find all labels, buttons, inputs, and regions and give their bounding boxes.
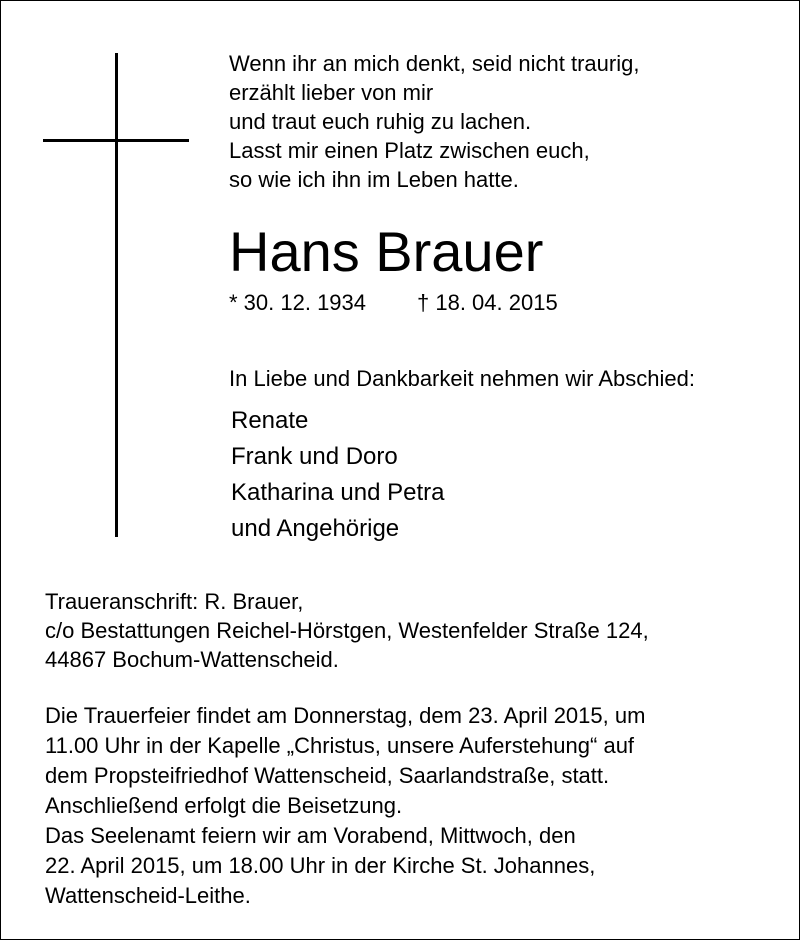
mourning-address (45, 587, 649, 674)
cross-icon-crossbar (43, 139, 189, 142)
requiem-line: 22. April 2015, um 18.00 Uhr in der Kirche St. Johannes, (45, 853, 596, 878)
service-line: dem Propsteifriedhof Wattenscheid, Saarlandstraße, statt. (45, 763, 610, 788)
service-line: Die Trauerfeier findet am Donnerstag, dem 23. April 2015, um (45, 703, 646, 728)
mourners-list (231, 403, 444, 547)
funeral-service-info (45, 701, 645, 821)
service-line: Anschließend erfolgt die Beisetzung. (45, 793, 403, 818)
mourner-name: Katharina und Petra (231, 479, 445, 506)
memorial-poem (229, 49, 789, 194)
deceased-name: Hans Brauer (229, 220, 544, 283)
life-dates (229, 289, 558, 317)
birth-date: * 30. 12. 1934 (229, 290, 367, 315)
poem-line: Wenn ihr an mich denkt, seid nicht traurig, (229, 51, 640, 76)
requiem-mass-info (45, 821, 595, 911)
mourner-name: Renate (231, 407, 309, 434)
poem-line: so wie ich ihn im Leben hatte. (229, 167, 519, 192)
requiem-line: Das Seelenamt feiern wir am Vorabend, Mittwoch, den (45, 823, 576, 848)
mourner-name: und Angehörige (231, 515, 400, 542)
poem-line: erzählt lieber von mir (229, 80, 434, 105)
service-line: 11.00 Uhr in der Kapelle „Christus, unsere Auferstehung“ auf (45, 733, 635, 758)
requiem-line: Wattenscheid-Leithe. (45, 883, 251, 908)
death-date: † 18. 04. 2015 (417, 290, 558, 315)
address-line: 44867 Bochum-Wattenscheid. (45, 647, 339, 672)
farewell-statement: In Liebe und Dankbarkeit nehmen wir Abschied: (229, 366, 695, 391)
cross-icon (115, 53, 118, 537)
address-line: c/o Bestattungen Reichel-Hörstgen, Westenfelder Straße 124, (45, 618, 649, 643)
poem-line: Lasst mir einen Platz zwischen euch, (229, 138, 590, 163)
mourner-name: Frank und Doro (231, 443, 398, 470)
address-line: Traueranschrift: R. Brauer, (45, 589, 304, 614)
poem-line: und traut euch ruhig zu lachen. (229, 109, 532, 134)
